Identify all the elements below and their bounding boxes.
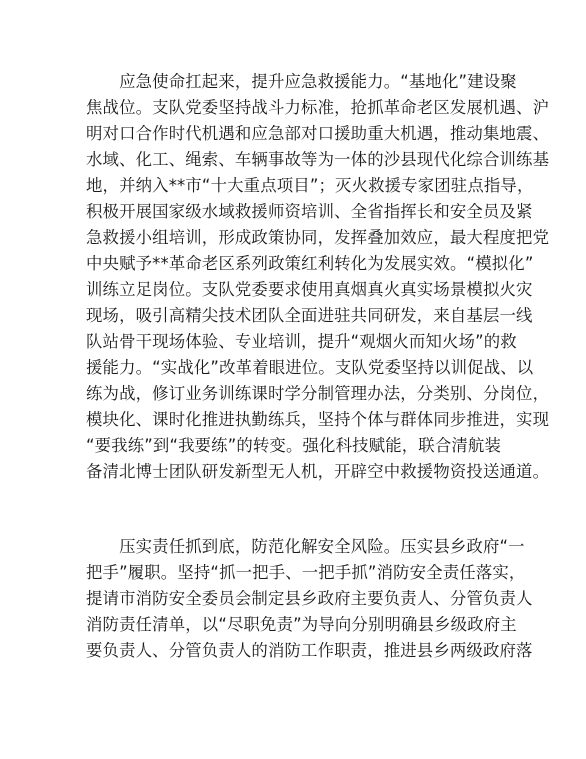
text-line: 急救援小组培训，形成政策协同，发挥叠加效应，最大程度把党	[86, 228, 550, 247]
text-line: 中央赋予**革命老区系列政策红利转化为发展实效。“模拟化”	[86, 254, 534, 273]
text-line: 积极开展国家级水域救援师资培训、全省指挥长和安全员及紧	[86, 202, 533, 221]
text-line: 地，并纳入**市“十大重点项目”；灭火救援专家团驻点指导，	[86, 176, 534, 195]
text-line: 训练立足岗位。支队党委要求使用真烟真火真实场景模拟火灾	[86, 280, 533, 299]
text-line: 要负责人、分管负责人的消防工作职责，推进县乡两级政府落	[86, 641, 533, 660]
text-line: 明对口合作时代机遇和应急部对口援助重大机遇，推动集地震、	[86, 124, 550, 143]
text-line: 压实责任抓到底，防范化解安全风险。压实县乡政府“一	[86, 537, 525, 556]
text-line: 备清北博士团队研发新型无人机，开辟空中救援物资投送通道。	[86, 462, 550, 481]
text-line: 援能力。“实战化”改革着眼进位。支队党委坚持以训促战、以	[86, 358, 534, 377]
text-line: 把手”履职。坚持“抓一把手、一把手抓”消防安全责任落实，	[86, 563, 526, 582]
text-line: 应急使命扛起来，提升应急救援能力。“基地化”建设聚	[86, 72, 517, 91]
text-line: 水域、化工、绳索、车辆事故等为一体的沙县现代化综合训练基	[86, 150, 550, 169]
text-line: 队站骨干现场体验、专业培训，提升“观烟火而知火场”的救	[86, 332, 517, 351]
text-line: 提请市消防安全委员会制定县乡政府主要负责人、分管负责人	[86, 589, 533, 608]
text-line: 消防责任清单，以“尽职免责”为导向分别明确县乡级政府主	[86, 615, 517, 634]
text-line: 现场，吸引高精尖技术团队全面进驻共同研发，来自基层一线	[86, 306, 533, 325]
text-line: 模块化、课时化推进执勤练兵，坚持个体与群体同步推进，实现	[86, 410, 550, 429]
text-line: 焦战位。支队党委坚持战斗力标准，抢抓革命老区发展机遇、沪	[86, 98, 550, 117]
text-line: 练为战，修订业务训练课时学分制管理办法，分类别、分岗位，	[86, 384, 550, 403]
text-line: “要我练”到“我要练”的转变。强化科技赋能，联合清航装	[86, 436, 501, 455]
